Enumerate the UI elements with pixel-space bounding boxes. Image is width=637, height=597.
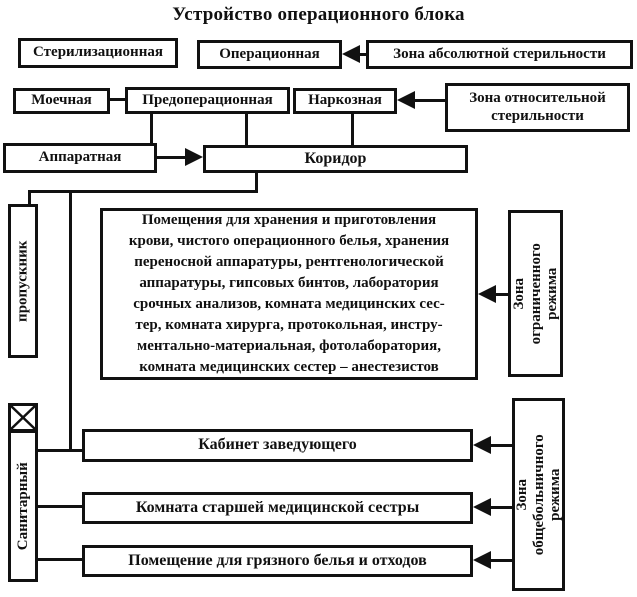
box-general-regime-zone bbox=[512, 398, 565, 591]
arrow-shaft-hardware-to-corridor bbox=[157, 156, 187, 159]
storage-line: срочных анализов, комната медицинских сес- bbox=[133, 296, 445, 312]
checkpoint-label: пропускник bbox=[14, 240, 31, 322]
crossed-square-icon bbox=[8, 403, 38, 432]
box-head-nurse-room: Комната старшей медицинской сестры bbox=[82, 492, 473, 524]
storage-line: крови, чистого операционного белья, хранения bbox=[128, 233, 450, 249]
connector-trunk-vertical bbox=[69, 190, 72, 452]
box-sterilization-room: Стерилизационная bbox=[18, 38, 178, 68]
connector-washing-preoperative bbox=[110, 98, 125, 101]
arrowhead-right-icon bbox=[185, 148, 203, 166]
box-operating-room: Операционная bbox=[197, 40, 342, 69]
connector-sanitary-dirty-linen bbox=[38, 558, 82, 561]
storage-line: комната медицинских сестер – анестезистов bbox=[139, 359, 439, 375]
arrowhead-left-icon bbox=[473, 498, 491, 516]
box-hardware-room: Аппаратная bbox=[3, 143, 157, 173]
connector-preoperative-hardware bbox=[150, 114, 153, 144]
box-limited-regime-zone bbox=[508, 210, 563, 377]
connector-anesthesia-corridor bbox=[351, 114, 354, 146]
box-sanitary bbox=[8, 430, 38, 582]
connector-sanitary-head-nurse bbox=[38, 505, 82, 508]
box-washing-room: Моечная bbox=[13, 88, 110, 114]
box-relative-sterility-zone: Зона относительной стерильности bbox=[445, 83, 630, 132]
box-checkpoint bbox=[8, 204, 38, 358]
connector-preoperative-corridor bbox=[245, 114, 248, 146]
connector-sanitary-head-office bbox=[38, 449, 82, 452]
arrowhead-left-icon bbox=[342, 45, 360, 63]
box-corridor: Коридор bbox=[203, 145, 468, 173]
page-title: Устройство операционного блока bbox=[172, 4, 465, 25]
box-preoperative-room: Предоперационная bbox=[125, 87, 290, 114]
arrowhead-left-icon bbox=[478, 285, 496, 303]
box-dirty-linen-room: Помещение для грязного белья и отходов bbox=[82, 545, 473, 577]
storage-line: переносной аппаратуры, рентгенологической bbox=[134, 254, 444, 270]
box-storage-rooms bbox=[100, 208, 478, 380]
arrowhead-left-icon bbox=[473, 551, 491, 569]
box-head-office: Кабинет заведующего bbox=[82, 429, 473, 462]
storage-line: ментально-материальная, фотолаборатория, bbox=[136, 338, 441, 354]
arrowhead-left-icon bbox=[397, 91, 415, 109]
box-anesthesia-room: Наркозная bbox=[293, 88, 397, 114]
general-regime-zone-label: Зона общебольничного режима bbox=[513, 433, 563, 556]
arrow-shaft-relative-to-anesthesia bbox=[412, 99, 445, 102]
arrowhead-left-icon bbox=[473, 436, 491, 454]
storage-line: тер, комната хирурга, протокольная, инстру- bbox=[135, 317, 443, 333]
connector-trunk-horizontal bbox=[28, 190, 258, 193]
storage-line: аппаратуры, гипсовых бинтов, лаборатория bbox=[139, 275, 439, 291]
storage-line: Помещения для хранения и приготовления bbox=[141, 212, 437, 228]
sanitary-label: Санитарный bbox=[14, 461, 31, 551]
limited-regime-zone-label: Зона ограниченного режима bbox=[510, 242, 560, 345]
box-absolute-sterility-zone: Зона абсолютной стерильности bbox=[366, 40, 633, 69]
